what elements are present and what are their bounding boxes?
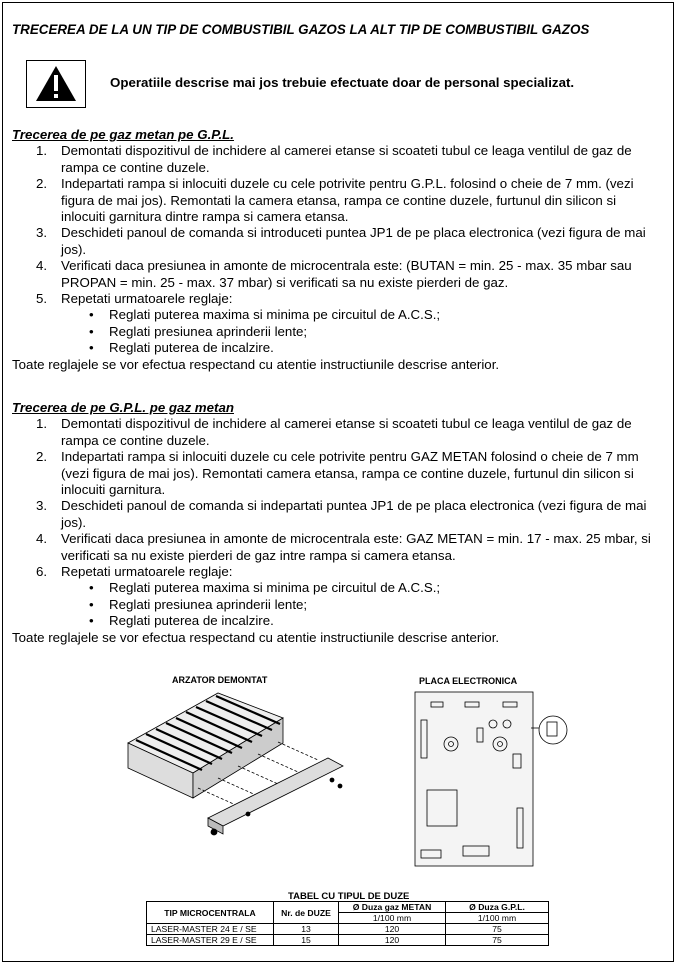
section-gpl bbox=[12, 127, 661, 373]
section-title: Trecerea de pe gaz metan pe G.P.L. bbox=[12, 127, 234, 142]
list-item: 2. Indepartati rampa si inlocuiti duzele cu cele potrivite pentru G.P.L. folosind o cheie de 7 mm. (vezi figura de mai jos). Remontati la camera etansa, rampa ce contine duzele, furtunul din silicon si inlocuiti garnitura dintre rampa si camera etansa. bbox=[36, 176, 634, 225]
table-row bbox=[147, 924, 549, 935]
warning-text: Operatiile descrise mai jos trebuie efectuate doar de personal specializat. bbox=[110, 75, 575, 90]
table-cell: LASER-MASTER 29 E / SE bbox=[147, 935, 274, 946]
table-cell: 75 bbox=[446, 935, 549, 946]
table-header: Ø Duza G.P.L. bbox=[446, 902, 549, 913]
table-cell: 15 bbox=[274, 935, 339, 946]
page-title: TRECEREA DE LA UN TIP DE COMBUSTIBIL GAZOS LA ALT TIP DE COMBUSTIBIL GAZOS bbox=[12, 22, 590, 37]
section-title: Trecerea de pe G.P.L. pe gaz metan bbox=[12, 400, 234, 415]
list-item: 1. Demontati dispozitivul de inchidere al camerei etanse si scoateti tubul ce leaga ventilul de gaz de rampa ce contine duzele. bbox=[36, 416, 632, 448]
board-caption: PLACA ELECTRONICA bbox=[419, 676, 518, 686]
list-item: 3. Deschideti panoul de comanda si introduceti puntea JP1 de pe placa electronica (vezi figura de mai jos). bbox=[36, 225, 646, 257]
table-header: Ø Duza gaz METAN bbox=[339, 902, 446, 913]
table-subheader: 1/100 mm bbox=[446, 913, 549, 924]
list-item: 3. Deschideti panoul de comanda si indepartati puntea JP1 de pe placa electronica (vezi figura de mai jos). bbox=[36, 498, 647, 530]
warning-icon bbox=[27, 61, 85, 107]
table-cell: 13 bbox=[274, 924, 339, 935]
steps-list bbox=[12, 416, 661, 580]
table-header: Nr. de DUZE bbox=[274, 902, 339, 924]
bullet-item: • Reglati presiunea aprinderii lente; bbox=[89, 323, 308, 339]
table-cell: 120 bbox=[339, 924, 446, 935]
steps-list bbox=[12, 143, 661, 307]
table-cell: 75 bbox=[446, 924, 549, 935]
bullet-item: • Reglati puterea maxima si minima pe circuitul de A.C.S.; bbox=[89, 307, 441, 323]
board-drawing bbox=[413, 688, 573, 872]
list-item: 5. Repetati urmatoarele reglaje: bbox=[36, 291, 233, 307]
list-item: 1. Demontati dispozitivul de inchidere al camerei etanse si scoateti tubul ce leaga ventilul de gaz de rampa ce contine duzele. bbox=[36, 143, 632, 175]
bullet-item: • Reglati presiunea aprinderii lente; bbox=[89, 596, 308, 612]
nozzle-table bbox=[146, 901, 549, 946]
list-item: 6. Repetati urmatoarele reglaje: bbox=[36, 564, 233, 580]
bullet-item: • Reglati puterea de incalzire. bbox=[89, 340, 274, 356]
table-caption: TABEL CU TIPUL DE DUZE bbox=[288, 891, 410, 902]
bullet-list bbox=[12, 580, 661, 629]
table-cell: 120 bbox=[339, 935, 446, 946]
bullet-list bbox=[12, 307, 661, 356]
list-item: 2. Indepartati rampa si inlocuiti duzele cu cele potrivite pentru GAZ METAN folosind o cheie de 7 mm (vezi figura de mai jos). Remontati camera etansa, rampa ce contine duzele, furtunul din silicon si inlocuiti garnitura. bbox=[36, 449, 639, 498]
table-cell: LASER-MASTER 24 E / SE bbox=[147, 924, 274, 935]
table-header: TIP MICROCENTRALA bbox=[147, 902, 274, 924]
bullet-item: • Reglati puterea de incalzire. bbox=[89, 613, 274, 629]
section-footer: Toate reglajele se vor efectua respectand cu atentie instructiunile descrise anterior. bbox=[12, 356, 500, 372]
warning-box bbox=[26, 60, 86, 108]
burner-drawing bbox=[108, 688, 358, 848]
table-subheader: 1/100 mm bbox=[339, 913, 446, 924]
bullet-item: • Reglati puterea maxima si minima pe circuitul de A.C.S.; bbox=[89, 580, 441, 596]
list-item: 4. Verificati daca presiunea in amonte de microcentrala este: (BUTAN = min. 25 - max. 35 mbar sau PROPAN = min. 25 - max. 37 mbar) si verificati sa nu existe pierderi de gaz. bbox=[36, 258, 632, 290]
burner-caption: ARZATOR DEMONTAT bbox=[172, 675, 268, 685]
list-item: 4. Verificati daca presiunea in amonte de microcentrala este: GAZ METAN = min. 17 - max. 25 mbar, si verificati sa nu existe pierderi de gaz intre rampa si camera etansa. bbox=[36, 531, 651, 563]
section-footer: Toate reglajele se vor efectua respectand cu atentie instructiunile descrise anterior. bbox=[12, 629, 500, 645]
section-metan bbox=[12, 400, 661, 646]
table-row bbox=[147, 935, 549, 946]
